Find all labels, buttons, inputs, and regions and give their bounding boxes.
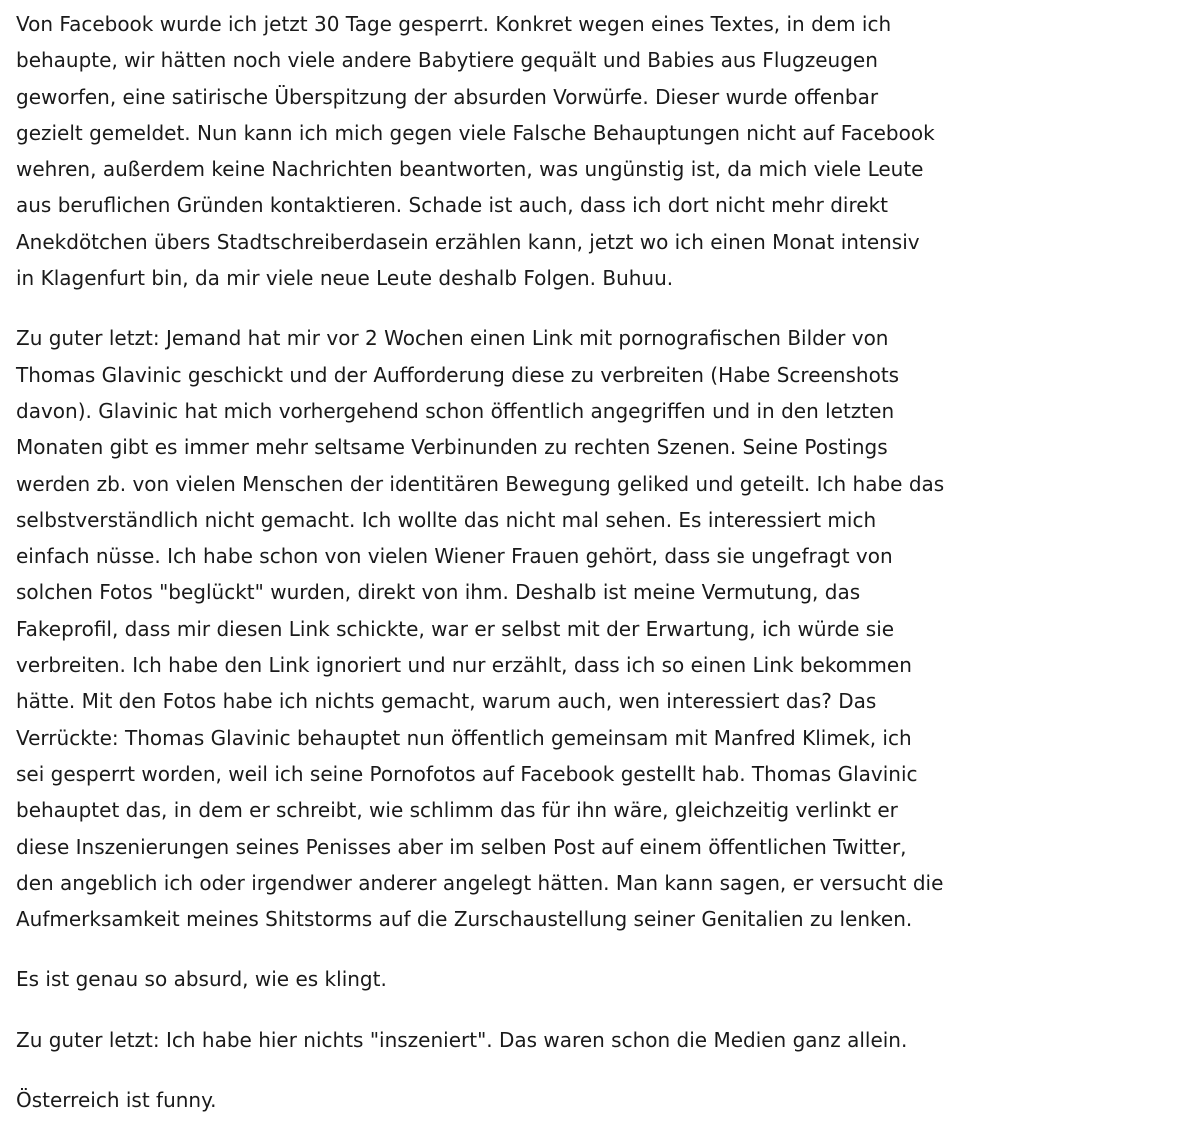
paragraph-absurd	[16, 961, 1016, 997]
text-line: davon). Glavinic hat mich vorhergehend schon öffentlich angegriffen und in den letzten	[16, 398, 895, 423]
text-line: geworfen, eine satirische Überspitzung der absurden Vorwürfe. Dieser wurde offenbar	[16, 84, 879, 109]
text-line: selbstverständlich nicht gemacht. Ich wollte das nicht mal sehen. Es interessiert mich	[16, 507, 877, 532]
text-line: sei gesperrt worden, weil ich seine Pornofotos auf Facebook gestellt hab. Thomas Glavinic	[16, 761, 918, 786]
text-line: den angeblich ich oder irgendwer anderer angelegt hätten. Man kann sagen, er versucht die	[16, 870, 944, 895]
text-line: werden zb. von vielen Menschen der identitären Bewegung geliked und geteilt. Ich habe das	[16, 471, 945, 496]
text-line: Von Facebook wurde ich jetzt 30 Tage gesperrt. Konkret wegen eines Textes, in dem ich	[16, 12, 892, 36]
text-line: Verrückte: Thomas Glavinic behauptet nun öffentlich gemeinsam mit Manfred Klimek, ich	[16, 725, 912, 750]
text-line: Aufmerksamkeit meines Shitstorms auf die Zurschaustellung seiner Genitalien zu lenken.	[16, 907, 913, 932]
text-line: hätte. Mit den Fotos habe ich nichts gemacht, warum auch, wen interessiert das? Das	[16, 689, 877, 714]
text-line: Thomas Glavinic geschickt und der Aufforderung diese zu verbreiten (Habe Screenshots	[16, 362, 900, 387]
text-line: diese Inszenierungen seines Penisses aber im selben Post auf einem öffentlichen Twitter,	[16, 834, 907, 859]
text-line: Monaten gibt es immer mehr seltsame Verbinunden zu rechten Szenen. Seine Postings	[16, 435, 888, 460]
text-line: wehren, außerdem keine Nachrichten beantworten, was ungünstig ist, da mich viele Leute	[16, 157, 924, 182]
text-line: in Klagenfurt bin, da mir viele neue Leute deshalb Folgen. Buhuu.	[16, 266, 674, 291]
paragraph-not-staged	[16, 1022, 1016, 1058]
text-line: Es ist genau so absurd, wie es klingt.	[16, 967, 387, 992]
text-line: Fakeprofil, dass mir diesen Link schickte, war er selbst mit der Erwartung, ich würde sie	[16, 616, 895, 641]
text-line: Anekdötchen übers Stadtschreiberdasein erzählen kann, jetzt wo ich einen Monat intensiv	[16, 229, 920, 254]
text-line: Zu guter letzt: Jemand hat mir vor 2 Wochen einen Link mit pornografischen Bilder von	[16, 326, 889, 351]
text-line: Zu guter letzt: Ich habe hier nichts "inszeniert". Das waren schon die Medien ganz allein.	[16, 1027, 908, 1052]
text-line: gezielt gemeldet. Nun kann ich mich gegen viele Falsche Behauptungen nicht auf Facebook	[16, 120, 935, 145]
paragraph-facebook-ban	[16, 6, 1016, 296]
text-line: verbreiten. Ich habe den Link ignoriert und nur erzählt, dass ich so einen Link bekommen	[16, 653, 912, 678]
text-line: einfach nüsse. Ich habe schon von vielen Wiener Frauen gehört, dass sie ungefragt von	[16, 544, 893, 569]
text-line: Österreich ist funny.	[16, 1088, 217, 1113]
text-line: behauptet das, in dem er schreibt, wie schlimm das für ihn wäre, gleichzeitig verlinkt er	[16, 798, 898, 823]
paragraph-link-story	[16, 320, 1016, 937]
text-line: behaupte, wir hätten noch viele andere Babytiere gequält und Babies aus Flugzeugen	[16, 48, 878, 73]
paragraph-closing	[16, 1082, 1016, 1118]
text-line: solchen Fotos "beglückt" wurden, direkt von ihm. Deshalb ist meine Vermutung, das	[16, 580, 861, 605]
document-body	[16, 6, 1016, 1142]
text-line: aus beruflichen Gründen kontaktieren. Schade ist auch, dass ich dort nicht mehr direkt	[16, 193, 888, 218]
